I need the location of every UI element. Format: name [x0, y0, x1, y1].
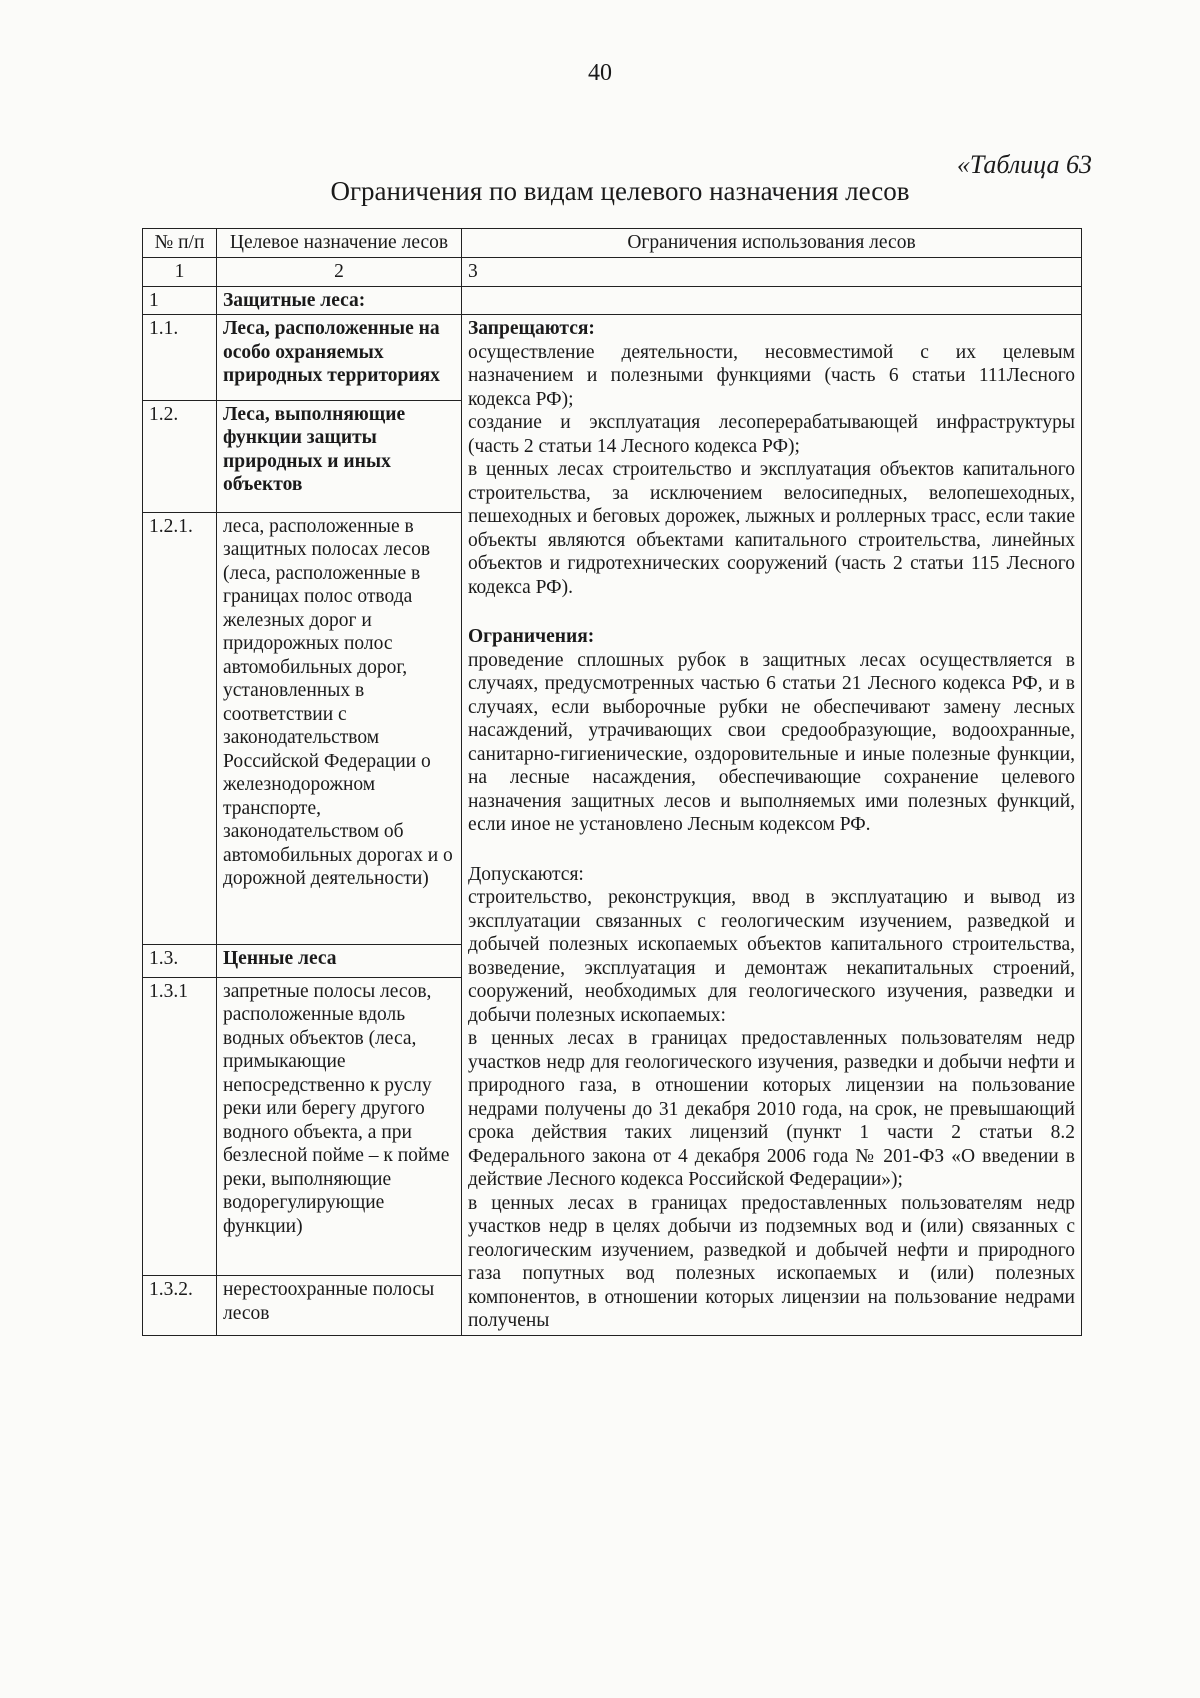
- page-title: Ограничения по видам целевого назначения лесов: [330, 176, 910, 206]
- allowed-item: в ценных лесах в границах предоставленных пользователям недр участков недр для геологического изучения, разведки и добычи нефти и природного газа, в отношении которых лицензии на пользование недрами получены до 31 декабря 2010 года, на срок, не превышающий срока действия таких лицензий (пункт 1 части 2 статьи 8.2 Федерального закона от 4 декабря 2006 года № 201-ФЗ «О введении в действие Лесного кодекса Российской Федерации»);: [468, 1028, 1075, 1190]
- table-row: [143, 286, 1082, 315]
- table-reference: «Таблица 63: [956, 150, 1092, 179]
- column-number-row: [143, 257, 1082, 286]
- limits-heading: Ограничения:: [468, 626, 595, 647]
- row-number: 1.3.2.: [143, 1276, 217, 1335]
- prohibited-item: в ценных лесах строительство и эксплуатация объектов капитального строительства, за исключением велосипедных, велопешеходных, пешеходных и беговых дорожек, лыжных и роллерных трасс, если такие объекты являются объектами капитального строительства, линейных объектов и гидротехнических сооружений (часть 2 статьи 115 Лесного кодекса РФ).: [468, 459, 1075, 598]
- row-purpose: Леса, выполняющие функции защиты природных и иных объектов: [217, 400, 462, 512]
- row-purpose: леса, расположенные в защитных полосах лесов (леса, расположенные в границах полос отвода железных дорог и придорожных полос автомобильных дорог, установленных в соответствии с законодательством Российской Федерации о железнодорожном транспорте, законодательством об автомобильных дорогах и о дорожной деятельности): [217, 512, 462, 944]
- row-number: 1.1.: [143, 315, 217, 401]
- prohibited-item: создание и эксплуатация лесоперерабатывающей инфраструктуры (часть 2 статьи 14 Лесного кодекса РФ);: [468, 412, 1075, 457]
- allowed-heading: Допускаются:: [468, 863, 584, 885]
- allowed-item: в ценных лесах в границах предоставленных пользователям недр участков недр в целях добычи из подземных вод и (или) связанных с геологическим изучением, разведкой и добычей нефти и природного газа попутных вод полезных ископаемых и (или) полезных компонентов, в отношении которых лицензии на пользование недрами получены: [468, 1192, 1075, 1331]
- row-purpose: Ценные леса: [217, 945, 462, 977]
- restrictions-table: [142, 228, 1082, 1336]
- column-number: 3: [462, 257, 1082, 286]
- column-number: 1: [143, 257, 217, 286]
- row-number: 1: [143, 286, 217, 315]
- row-number: 1.2.: [143, 400, 217, 512]
- header-purpose: Целевое назначение лесов: [217, 229, 462, 258]
- row-purpose: Защитные леса:: [217, 286, 462, 315]
- row-purpose: запретные полосы лесов, расположенные вдоль водных объектов (леса, примыкающие непосредственно к руслу реки или берегу другого водного объекта, а при безлесной пойме – к пойме реки, выполняющие водорегулирующие функции): [217, 977, 462, 1276]
- column-number: 2: [217, 257, 462, 286]
- prohibited-item: осуществление деятельности, несовместимой с их целевым назначением и полезными функциями (часть 6 статьи 111Лесного кодекса РФ);: [468, 341, 1075, 410]
- prohibited-heading: Запрещаются:: [468, 318, 595, 339]
- restrictions-cell: [462, 315, 1082, 1336]
- page-number: 40: [588, 60, 612, 86]
- row-purpose: нерестоохранные полосы лесов: [217, 1276, 462, 1335]
- allowed-item: строительство, реконструкция, ввод в эксплуатацию и вывод из эксплуатации связанных с геологическим изучением, разведкой и добычей полезных ископаемых объектов капитального строительства, возведение, эксплуатация и демонтаж некапитальных строений, сооружений, необходимых для геологического изучения, разведки и добычи полезных ископаемых:: [468, 887, 1075, 1026]
- limits-item: проведение сплошных рубок в защитных лесах осуществляется в случаях, предусмотренных частью 6 статьи 21 Лесного кодекса РФ, и в случаях, если выборочные рубки не обеспечивают замену лесных насаждений, утрачивающих свои средообразующие, водоохранные, санитарно-гигиенические, оздоровительные и иные полезные функции, на лесные насаждения, обеспечивающие сохранение целевого назначения защитных лесов и выполняемых ими полезных функций, если иное не установлено Лесным кодексом РФ.: [468, 649, 1075, 835]
- row-purpose: Леса, расположенные на особо охраняемых природных территориях: [217, 315, 462, 401]
- table-header-row: [143, 229, 1082, 258]
- row-number: 1.2.1.: [143, 512, 217, 944]
- row-number: 1.3.1: [143, 977, 217, 1276]
- row-empty-cell: [462, 286, 1082, 315]
- header-number: № п/п: [143, 229, 217, 258]
- row-number: 1.3.: [143, 945, 217, 977]
- table-row: [143, 315, 1082, 401]
- header-restrictions: Ограничения использования лесов: [462, 229, 1082, 258]
